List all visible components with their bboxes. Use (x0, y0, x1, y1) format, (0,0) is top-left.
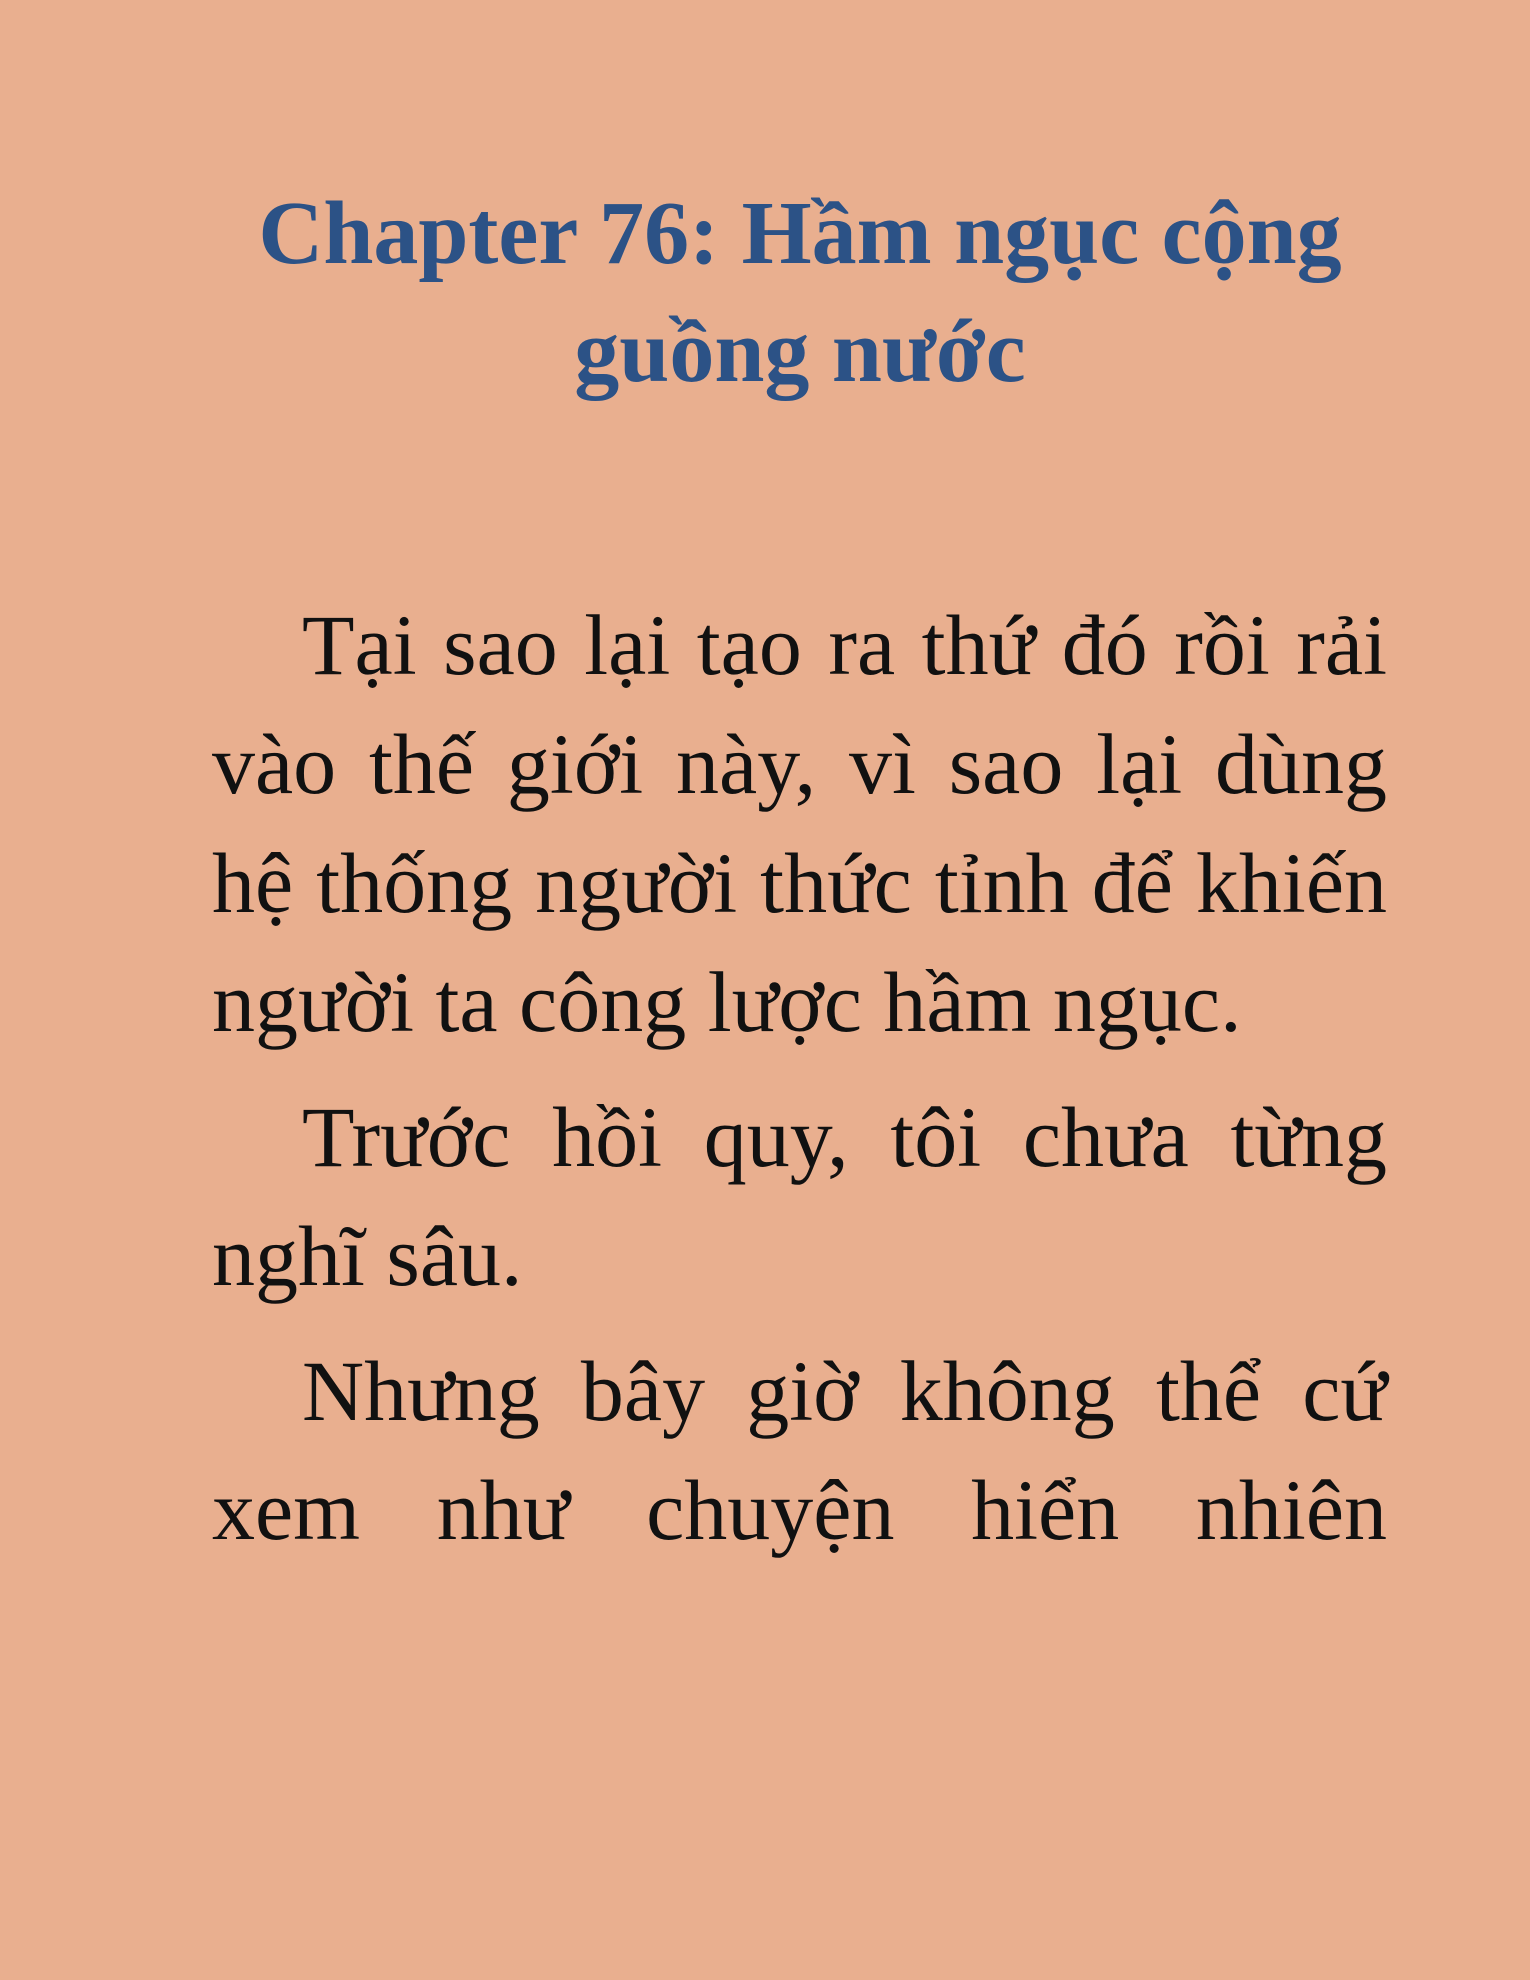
chapter-body (212, 586, 1387, 1586)
chapter-title-line-2: guồng nước (574, 302, 1026, 401)
chapter-title (160, 175, 1440, 411)
chapter-title-line-1: Chapter 76: Hầm ngục cộng (258, 184, 1342, 283)
paragraph-1: Tại sao lại tạo ra thứ đó rồi rải vào thế giới này, vì sao lại dùng hệ thống người thức tỉnh để khiến người ta công lược hầm ngục. (212, 597, 1387, 1050)
paragraph-2: Trước hồi quy, tôi chưa từng nghĩ sâu. (212, 1089, 1387, 1304)
paragraph-3: Nhưng bây giờ không thể cứ xem như chuyện hiển nhiên (212, 1343, 1387, 1558)
